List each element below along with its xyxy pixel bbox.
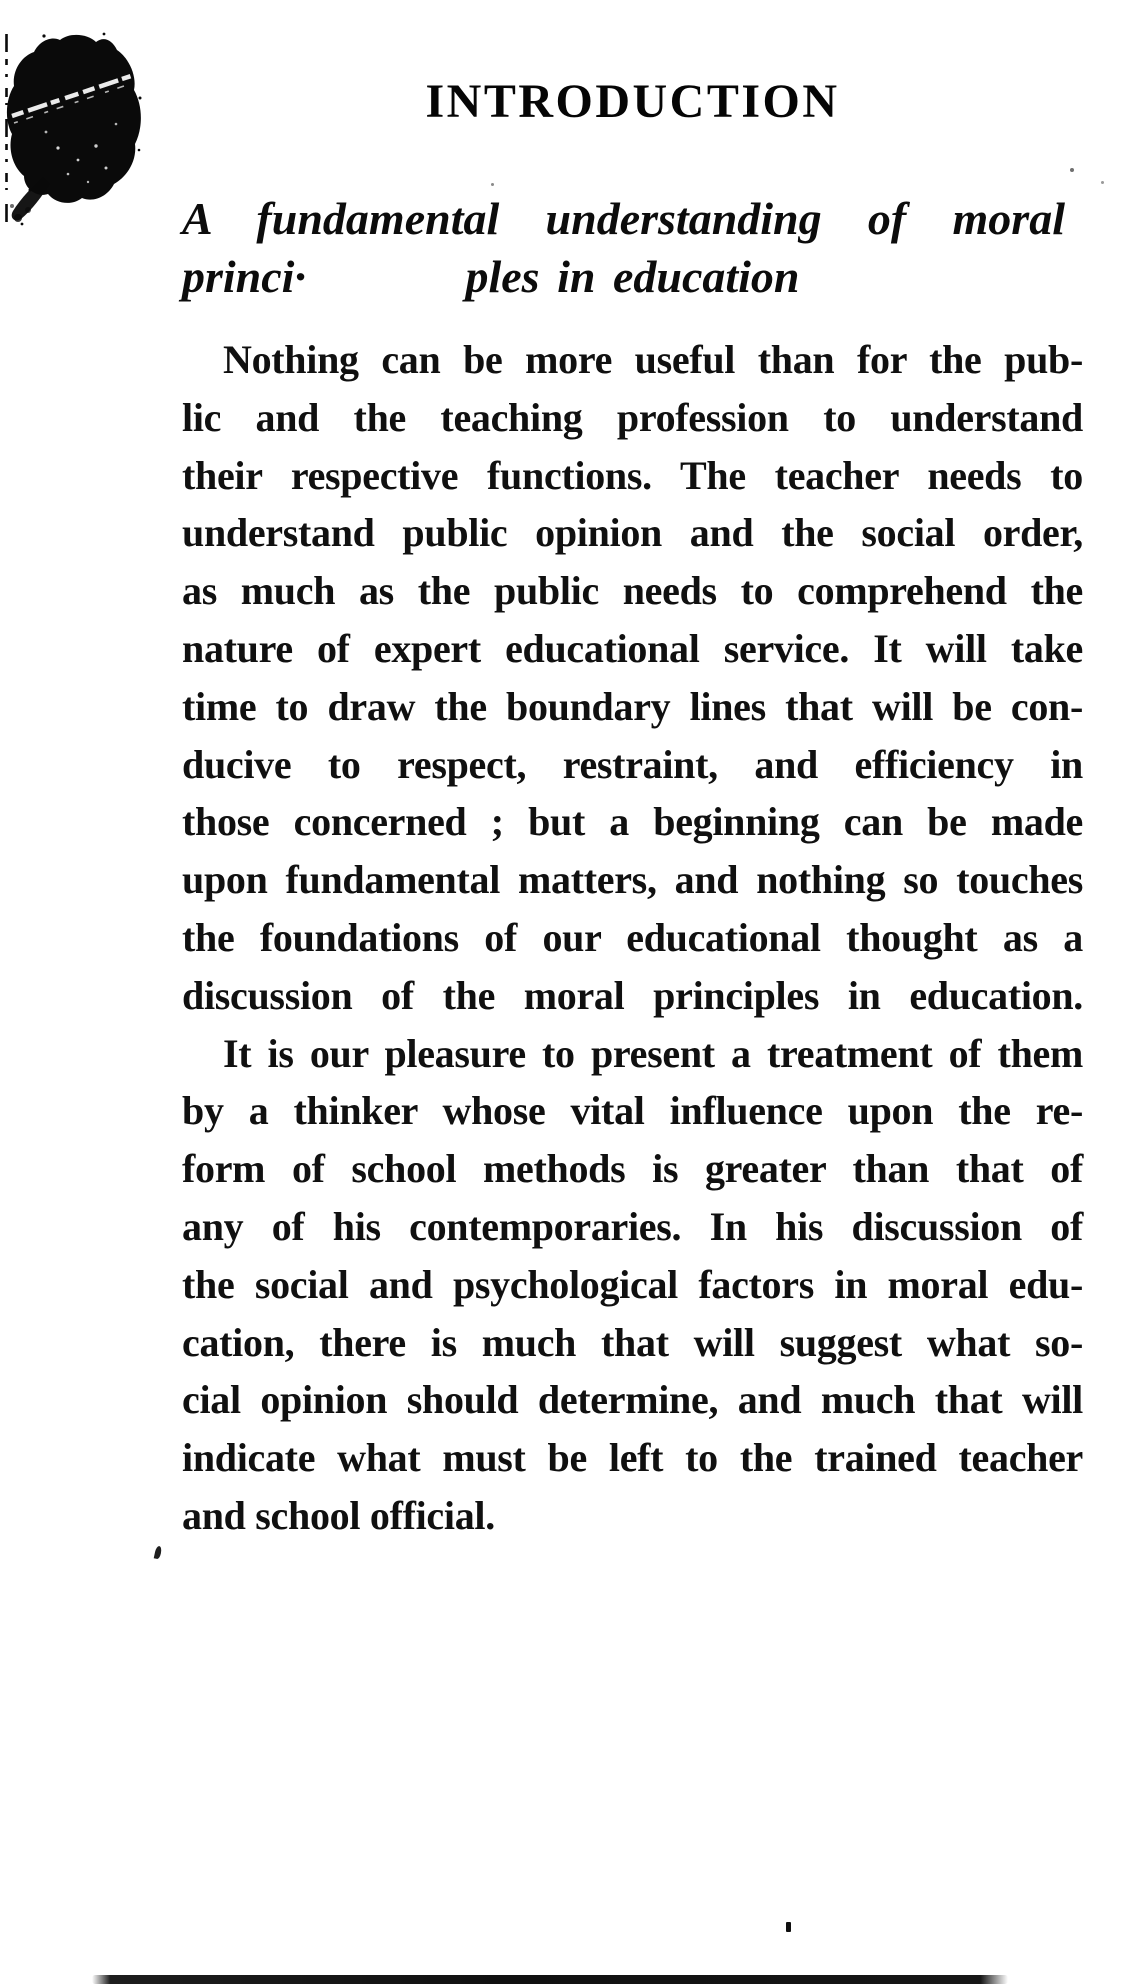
text-line: ducive to respect, restraint, and efficiency in: [182, 741, 1083, 787]
text-line: their respective functions. The teacher needs to: [182, 452, 1083, 498]
text-line: cial opinion should determine, and much that will: [182, 1377, 1083, 1423]
text-line: those concerned ; but a beginning can be made: [182, 799, 1083, 845]
paragraph-1: [182, 331, 1083, 1025]
ink-speck-tick: [786, 1922, 791, 1932]
text-line: cation, there is much that will suggest what so-: [182, 1319, 1083, 1365]
ink-blot-stain: [0, 28, 150, 228]
text-line: form of school methods is greater than that of: [182, 1146, 1083, 1192]
body-text: [182, 331, 1083, 1545]
text-line: and school official.: [182, 1492, 495, 1538]
ink-speck: [1101, 181, 1104, 184]
text-line: as much as the public needs to comprehend the: [182, 568, 1083, 614]
text-line: the social and psychological factors in moral edu-: [182, 1261, 1083, 1307]
ink-speck: [1070, 168, 1074, 172]
ink-speck: [491, 183, 494, 186]
text-line: time to draw the boundary lines that will be con-: [182, 683, 1083, 729]
text-line: the foundations of our educational thought as a: [182, 914, 1083, 960]
text-line: lic and the teaching profession to understand: [182, 394, 1083, 440]
text-line: understand public opinion and the social order,: [182, 510, 1083, 556]
subtitle-line-1: A fundamental understanding of moral princi·: [182, 193, 1065, 302]
text-line: any of his contemporaries. In his discussion of: [182, 1203, 1083, 1249]
ink-speck-comma: [154, 1546, 163, 1560]
text-line: discussion of the moral principles in education.: [182, 972, 1083, 1018]
text-line: Nothing can be more useful than for the pub-: [223, 337, 1083, 382]
text-line: It is our pleasure to present a treatment of them: [223, 1030, 1083, 1076]
paragraph-2: [182, 1025, 1083, 1545]
page-title: INTRODUCTION: [425, 75, 840, 128]
text-line: nature of expert educational service. It will take: [182, 625, 1083, 671]
subtitle-line-2: ples in education: [465, 251, 800, 302]
text-line: upon fundamental matters, and nothing so touches: [182, 857, 1083, 903]
scan-edge-bar: [92, 1975, 1008, 1984]
text-line: by a thinker whose vital influence upon the re-: [182, 1088, 1083, 1134]
text-line: indicate what must be left to the trained teacher: [182, 1435, 1083, 1481]
